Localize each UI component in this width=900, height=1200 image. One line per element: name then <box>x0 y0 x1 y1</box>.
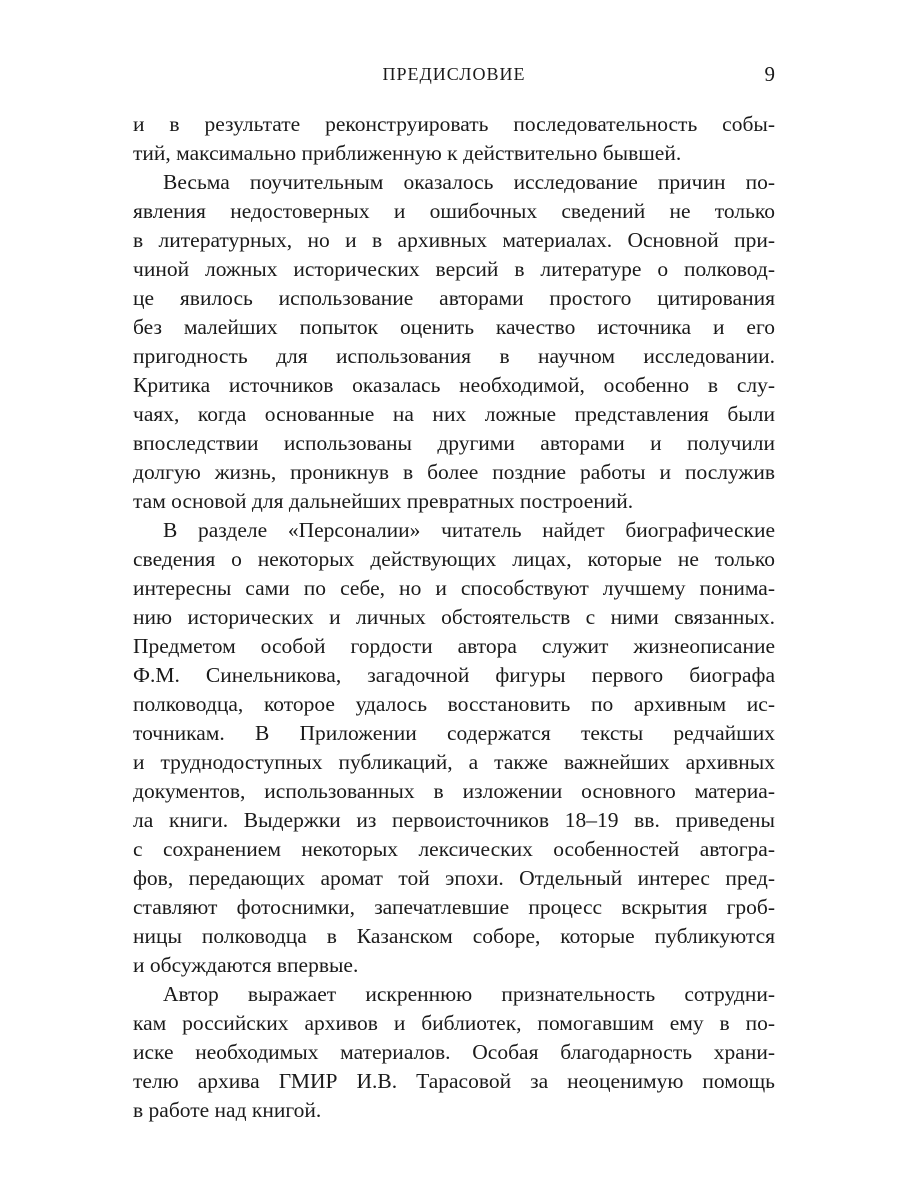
text-line: и в результате реконструировать последовательность собы- <box>133 112 775 136</box>
text-line: документов, использованных в изложении основного материа- <box>133 779 775 803</box>
text-line: нию исторических и личных обстоятельств с ними связанных. <box>133 605 775 629</box>
text-line: впоследствии использованы другими авторами и получили <box>133 431 775 455</box>
text-line: там основой для дальнейших превратных построений. <box>133 489 634 513</box>
text-line: це явилось использование авторами простого цитирования <box>133 286 775 310</box>
text-line: точникам. В Приложении содержатся тексты редчайших <box>133 721 775 745</box>
text-line: явления недостоверных и ошибочных сведений не только <box>133 199 775 223</box>
text-line: без малейших попыток оценить качество источника и его <box>133 315 775 339</box>
text-line: Весьма поучительным оказалось исследование причин по- <box>163 170 775 194</box>
text-line: Автор выражает искреннюю признательность сотрудни- <box>163 982 775 1006</box>
running-header <box>133 64 775 90</box>
text-line: чаях, когда основанные на них ложные представления были <box>133 402 775 426</box>
text-line: интересны сами по себе, но и способствуют лучшему понима- <box>133 576 775 600</box>
text-line: полководца, которое удалось восстановить по архивным ис- <box>133 692 775 716</box>
text-line: тий, максимально приближенную к действительно бывшей. <box>133 141 682 165</box>
text-line: ставляют фотоснимки, запечатлевшие процесс вскрытия гроб- <box>133 895 775 919</box>
text-line: кам российских архивов и библиотек, помогавшим ему в по- <box>133 1011 775 1035</box>
page-number: 9 <box>764 62 775 86</box>
text-line: иске необходимых материалов. Особая благодарность храни- <box>133 1040 775 1064</box>
body-text <box>133 110 775 1125</box>
text-line: ла книги. Выдержки из первоисточников 18–19 вв. приведены <box>133 808 775 832</box>
text-line: в работе над книгой. <box>133 1098 322 1122</box>
text-line: ницы полководца в Казанском соборе, которые публикуются <box>133 924 775 948</box>
text-line: долгую жизнь, проникнув в более поздние работы и послужив <box>133 460 775 484</box>
text-line: в литературных, но и в архивных материалах. Основной при- <box>133 228 775 252</box>
paragraph-3 <box>133 516 775 980</box>
text-line: чиной ложных исторических версий в литературе о полковод- <box>133 257 775 281</box>
paragraph-2 <box>133 168 775 516</box>
text-line: В разделе «Персоналии» читатель найдет биографические <box>163 518 775 542</box>
paragraph-1 <box>133 110 775 168</box>
text-line: Предметом особой гордости автора служит жизнеописание <box>133 634 775 658</box>
text-line: пригодность для использования в научном исследовании. <box>133 344 775 368</box>
text-line: фов, передающих аромат той эпохи. Отдельный интерес пред- <box>133 866 775 890</box>
text-line: телю архива ГМИР И.В. Тарасовой за неоценимую помощь <box>133 1069 775 1093</box>
text-line: Критика источников оказалась необходимой, особенно в слу- <box>133 373 775 397</box>
chapter-title: ПРЕДИСЛОВИЕ <box>382 64 526 84</box>
text-line: и труднодоступных публикаций, а также важнейших архивных <box>133 750 775 774</box>
text-line: и обсуждаются впервые. <box>133 953 359 977</box>
text-line: с сохранением некоторых лексических особенностей автогра- <box>133 837 775 861</box>
text-line: сведения о некоторых действующих лицах, которые не только <box>133 547 775 571</box>
text-line: Ф.М. Синельникова, загадочной фигуры первого биографа <box>133 663 775 687</box>
paragraph-4 <box>133 980 775 1125</box>
